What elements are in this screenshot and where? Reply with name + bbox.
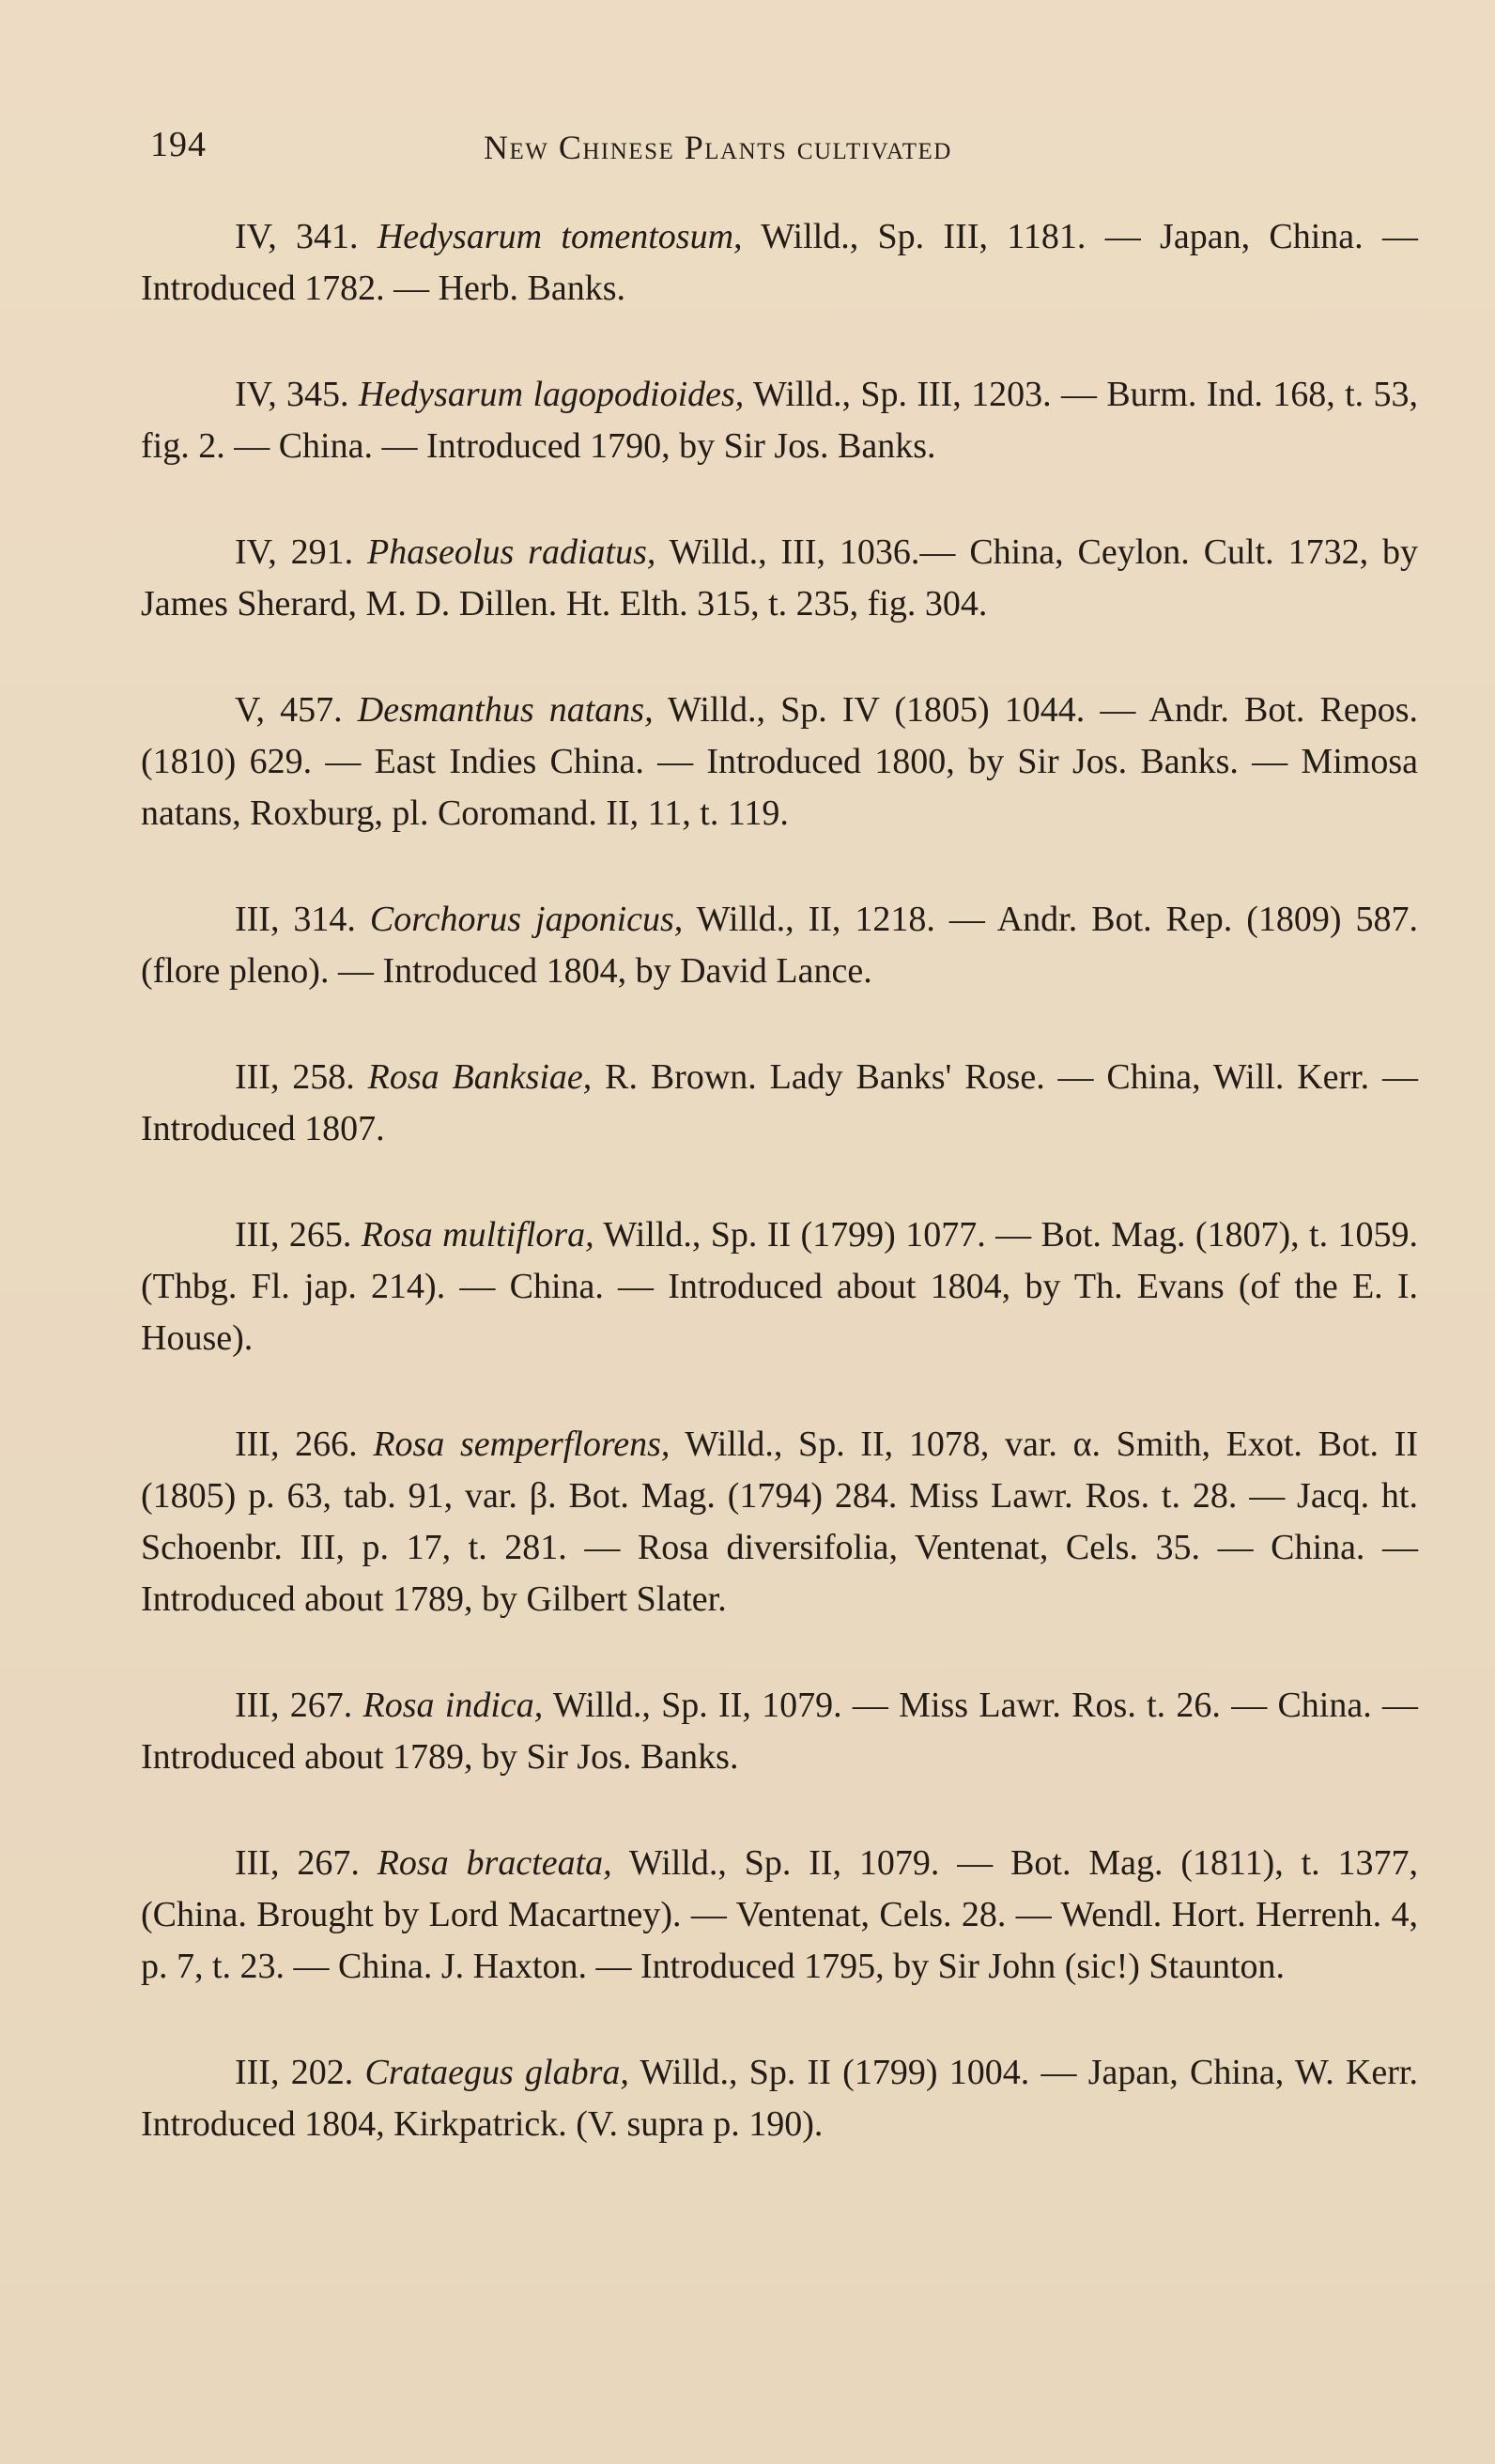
entry-text: Willd., III, 1036.— China, Ceylon. Cult. 1732, by James Sherard, M. D. Dillen. Ht. Elth. 315, t. 235, fig. 304.	[141, 532, 1419, 624]
entry-taxon: Rosa multiflora,	[361, 1215, 594, 1255]
entry-phaseolus-radiatus	[141, 527, 1418, 630]
entry-text: Willd., Sp. III, 1181. — Japan, China. — Introduced 1782. — Herb. Banks.	[141, 217, 1418, 308]
entry-text: Willd., Sp. II, 1078, var. α. Smith, Exot. Bot. II (1805) p. 63, tab. 91, var. β. Bot. Mag. (1794) 284. Miss Lawr. Ros. t. 28. — Jacq. ht. Schoenbr. III, p. 17, t. 281. — Rosa diversifolia, Ventenat, Cels. 35. — China. — Introduced about 1789, by Gilbert Slater.	[141, 1424, 1418, 1619]
entry-hedysarum-lagopodioides	[141, 369, 1418, 472]
entry-rosa-bracteata	[141, 1838, 1418, 1993]
entry-rosa-multiflora	[141, 1209, 1418, 1364]
entry-text: Willd., Sp. II (1799) 1077. — Bot. Mag. (1807), t. 1059. (Thbg. Fl. jap. 214). — China. — Introduced about 1804, by Th. Evans (of the E. I. House).	[141, 1215, 1418, 1358]
entry-taxon: Rosa bracteata,	[377, 1843, 612, 1883]
entry-ref: V, 457.	[235, 690, 343, 730]
entry-rosa-banksiae	[141, 1052, 1418, 1155]
entry-text: Willd., Sp. IV (1805) 1044. — Andr. Bot. Repos. (1810) 629. — East Indies China. — Introduced 1800, by Sir Jos. Banks. — Mimosa natans, Roxburg, pl. Coromand. II, 11, t. 119.	[141, 690, 1419, 833]
entry-taxon: Desmanthus natans,	[357, 690, 654, 730]
entry-list	[141, 211, 1418, 2205]
entry-taxon: Hedysarum tomentosum,	[377, 217, 743, 256]
entry-taxon: Rosa Banksiae,	[367, 1057, 593, 1097]
entry-ref: IV, 341.	[235, 217, 359, 256]
entry-ref: III, 266.	[235, 1424, 358, 1464]
entry-rosa-indica	[141, 1680, 1418, 1783]
entry-taxon: Rosa semperflorens,	[373, 1424, 670, 1464]
entry-ref: IV, 291.	[235, 532, 354, 572]
entry-rosa-semperflorens	[141, 1419, 1418, 1625]
entry-ref: III, 265.	[235, 1215, 352, 1255]
entry-text: Willd., Sp. II (1799) 1004. — Japan, China, W. Kerr. Introduced 1804, Kirkpatrick. (V. supra p. 190).	[141, 2053, 1418, 2144]
entry-text: Willd., II, 1218. — Andr. Bot. Rep. (1809) 587. (flore pleno). — Introduced 1804, by David Lance.	[141, 900, 1418, 991]
entry-crataegus-glabra	[141, 2047, 1418, 2150]
running-title: New Chinese Plants cultivated	[484, 129, 952, 166]
entry-text: Willd., Sp. II, 1079. — Miss Lawr. Ros. t. 26. — China. — Introduced about 1789, by Sir Jos. Banks.	[141, 1686, 1419, 1777]
entry-ref: III, 202.	[235, 2053, 354, 2092]
entry-text: Willd., Sp. II, 1079. — Bot. Mag. (1811), t. 1377, (China. Brought by Lord Macartney). — Ventenat, Cels. 28. — Wendl. Hort. Herrenh. 4, p. 7, t. 23. — China. J. Haxton. — Introduced 1795, by Sir John (sic!) Staunton.	[141, 1843, 1419, 1986]
entry-ref: III, 258.	[235, 1057, 355, 1097]
page-header	[150, 124, 1418, 171]
entry-text: Willd., Sp. III, 1203. — Burm. Ind. 168, t. 53, fig. 2. — China. — Introduced 1790, by Sir Jos. Banks.	[141, 375, 1419, 466]
entry-hedysarum-tomentosum	[141, 211, 1418, 315]
entry-ref: III, 267.	[235, 1686, 353, 1725]
entry-ref: III, 314.	[235, 900, 356, 939]
entry-text: R. Brown. Lady Banks' Rose. — China, Will. Kerr. — Introduced 1807.	[141, 1057, 1419, 1148]
entry-desmanthus-natans	[141, 685, 1418, 839]
entry-taxon: Phaseolus radiatus,	[367, 532, 656, 572]
entry-ref: IV, 345.	[235, 375, 349, 414]
entry-taxon: Crataegus glabra,	[364, 2053, 629, 2092]
page-number: 194	[150, 125, 207, 164]
entry-taxon: Corchorus japonicus,	[369, 900, 684, 939]
entry-taxon: Hedysarum lagopodioides,	[358, 375, 745, 414]
entry-ref: III, 267.	[235, 1843, 360, 1883]
entry-taxon: Rosa indica,	[362, 1686, 544, 1725]
entry-corchorus-japonicus	[141, 894, 1418, 997]
